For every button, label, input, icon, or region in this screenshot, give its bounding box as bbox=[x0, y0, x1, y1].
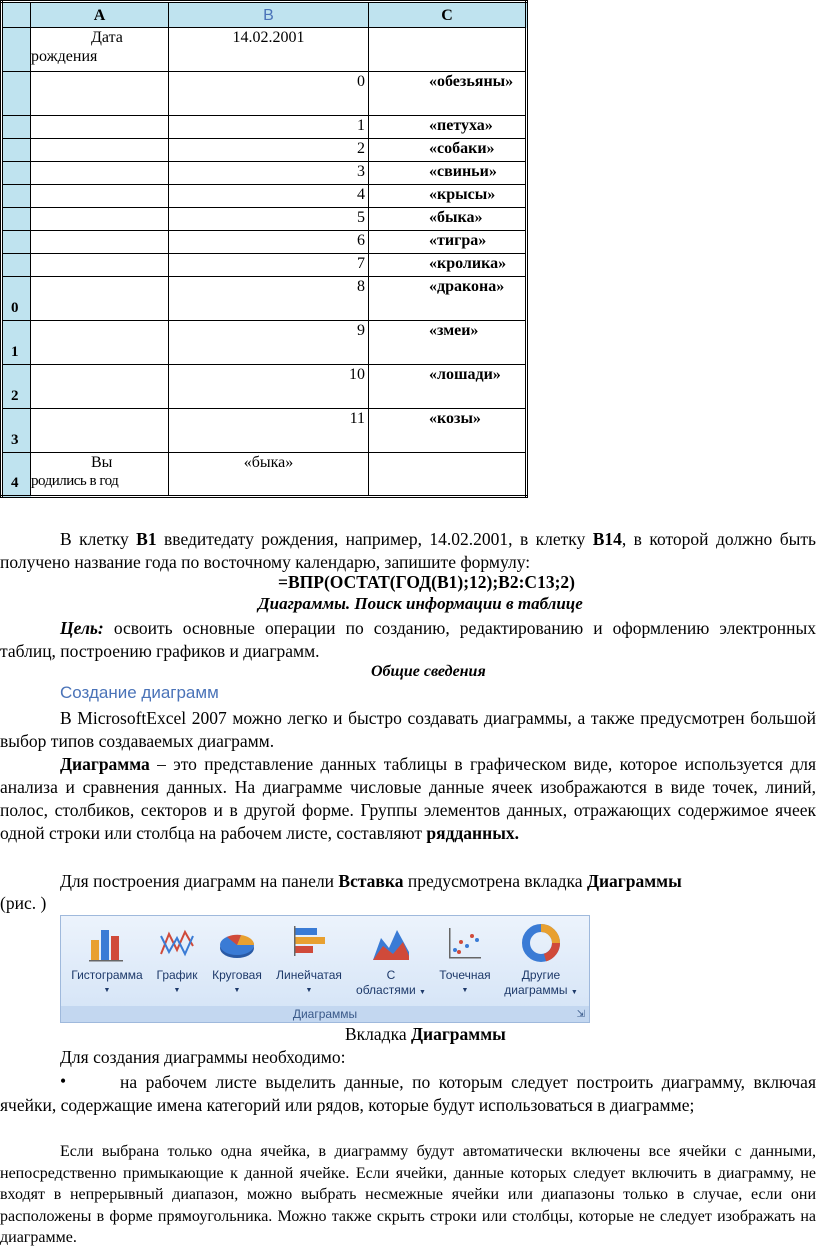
table-row bbox=[2, 277, 527, 321]
cell-c[interactable]: «змеи» bbox=[369, 321, 527, 365]
row-number[interactable] bbox=[2, 28, 31, 72]
section-title: Диаграммы. Поиск информации в таблице bbox=[258, 594, 583, 613]
cell-c[interactable] bbox=[369, 28, 527, 72]
table-row bbox=[2, 409, 527, 453]
table-row bbox=[2, 185, 527, 208]
term-insert: Вставка bbox=[338, 871, 404, 891]
cell-a[interactable] bbox=[31, 116, 169, 139]
figure-caption bbox=[345, 1024, 506, 1045]
table-row bbox=[2, 162, 527, 185]
cell-a[interactable] bbox=[31, 162, 169, 185]
cell-c[interactable]: «крысы» bbox=[369, 185, 527, 208]
scatter-chart-label: Точечная bbox=[439, 968, 491, 982]
cell-ref-b14: B14 bbox=[592, 529, 622, 549]
text-run: Диаграммы bbox=[410, 1024, 506, 1044]
cell-c[interactable]: «лошади» bbox=[369, 365, 527, 409]
cell-text: Дата bbox=[91, 29, 123, 46]
pie-chart-label: Круговая bbox=[212, 968, 262, 982]
dropdown-arrow-icon: ▼ bbox=[570, 989, 578, 996]
table-row bbox=[2, 453, 527, 497]
line-chart-icon bbox=[151, 924, 203, 962]
row-number[interactable] bbox=[2, 231, 31, 254]
dropdown-arrow-icon: ▼ bbox=[461, 987, 469, 994]
cell-a[interactable] bbox=[31, 409, 169, 453]
heading-create-charts: Создание диаграмм bbox=[60, 683, 219, 702]
bar-chart-button[interactable] bbox=[269, 924, 349, 998]
row-number[interactable]: 0 bbox=[2, 277, 31, 321]
ribbon-group-label: Диаграммы bbox=[61, 1006, 589, 1022]
other-charts-icon bbox=[497, 924, 585, 962]
dropdown-arrow-icon: ▼ bbox=[103, 987, 111, 994]
text-run: Для построения диаграмм на панели bbox=[60, 871, 339, 891]
row-number[interactable]: 2 bbox=[2, 365, 31, 409]
paragraph-ribbon bbox=[0, 870, 816, 893]
term-data-series: рядданных. bbox=[426, 823, 519, 843]
dropdown-arrow-icon: ▼ bbox=[305, 987, 313, 994]
goal-label: Цель: bbox=[60, 618, 104, 638]
text-run: предусмотрена вкладка bbox=[403, 871, 587, 891]
cell-a[interactable] bbox=[31, 365, 169, 409]
scatter-chart-button[interactable] bbox=[431, 924, 499, 998]
cell-ref-b1: B1 bbox=[136, 529, 157, 549]
cell-text: Вы bbox=[91, 454, 113, 471]
cell-b[interactable]: 6 bbox=[169, 231, 369, 254]
text-run: введитедату рождения, например, 14.02.2001, в клетку bbox=[156, 529, 593, 549]
row-number[interactable] bbox=[2, 254, 31, 277]
text-run: освоить основные операции по созданию, редактированию и оформлению электронных таблиц, построению графиков и диаграмм. bbox=[0, 618, 816, 661]
cell-a[interactable] bbox=[31, 28, 169, 72]
cell-b[interactable]: 5 bbox=[169, 208, 369, 231]
cell-a[interactable] bbox=[31, 254, 169, 277]
area-chart-label: С bbox=[386, 968, 396, 982]
cell-c[interactable]: «свиньи» bbox=[369, 162, 527, 185]
table-row bbox=[2, 208, 527, 231]
charts-ribbon bbox=[60, 915, 590, 1023]
bar-chart-icon bbox=[269, 924, 349, 962]
table-row bbox=[2, 72, 527, 116]
dialog-launcher-icon[interactable]: ⇲ bbox=[576, 1009, 585, 1020]
row-number[interactable]: 4 bbox=[2, 453, 31, 497]
paragraph-definition bbox=[0, 753, 816, 845]
cell-b[interactable]: 3 bbox=[169, 162, 369, 185]
cell-a[interactable] bbox=[31, 208, 169, 231]
cell-b[interactable]: 8 bbox=[169, 277, 369, 321]
table-row bbox=[2, 116, 527, 139]
table-row bbox=[2, 231, 527, 254]
dropdown-arrow-icon: ▼ bbox=[233, 987, 241, 994]
text-run: Вкладка bbox=[345, 1024, 411, 1044]
bullet-icon: • bbox=[60, 1071, 67, 1091]
histogram-icon bbox=[65, 924, 149, 962]
text-run: , в которой должно быть получено название года по восточному календарю, запишите формулу: bbox=[0, 529, 816, 572]
cell-b[interactable]: 9 bbox=[169, 321, 369, 365]
table-row bbox=[2, 28, 527, 72]
table-row bbox=[2, 254, 527, 277]
cell-b[interactable]: 7 bbox=[169, 254, 369, 277]
cell-b[interactable]: 0 bbox=[169, 72, 369, 116]
pie-chart-button[interactable] bbox=[205, 924, 269, 998]
scatter-chart-icon bbox=[431, 924, 499, 962]
cell-text: родились в год bbox=[31, 473, 119, 489]
other-charts-label-line2 bbox=[497, 983, 585, 1000]
bullet-item: на рабочем листе выделить данные, по которым следует построить диаграмму, включая ячейки, содержащие имена категорий или рядов, которые будут использоваться в диаграмме; bbox=[0, 1072, 816, 1115]
term-charts: Диаграммы bbox=[586, 871, 682, 891]
row-number[interactable] bbox=[2, 116, 31, 139]
cell-a[interactable] bbox=[31, 321, 169, 365]
cell-c[interactable]: «козы» bbox=[369, 409, 527, 453]
term-chart: Диаграмма bbox=[60, 754, 150, 774]
cell-text: рождения bbox=[31, 48, 98, 65]
area-chart-icon bbox=[349, 924, 433, 962]
column-header-c[interactable]: C bbox=[369, 2, 527, 28]
subsection-title: Общие сведения bbox=[371, 663, 486, 680]
cell-c[interactable]: «собаки» bbox=[369, 139, 527, 162]
row-number[interactable] bbox=[2, 208, 31, 231]
row-number[interactable]: 3 bbox=[2, 409, 31, 453]
cell-c[interactable]: «петуха» bbox=[369, 116, 527, 139]
cell-b[interactable]: 4 bbox=[169, 185, 369, 208]
paragraph-steps-intro: Для создания диаграммы необходимо: bbox=[60, 1047, 346, 1067]
column-header-b[interactable]: B bbox=[169, 2, 369, 28]
row-number[interactable] bbox=[2, 162, 31, 185]
other-charts-label: Другие bbox=[521, 968, 561, 982]
cell-b[interactable]: «быка» bbox=[169, 453, 369, 497]
area-chart-label: областями bbox=[356, 983, 416, 997]
cell-b[interactable]: 2 bbox=[169, 139, 369, 162]
row-number[interactable]: 1 bbox=[2, 321, 31, 365]
dropdown-arrow-icon: ▼ bbox=[419, 989, 426, 996]
spreadsheet-table bbox=[0, 0, 528, 498]
cell-a[interactable] bbox=[31, 72, 169, 116]
row-number[interactable] bbox=[2, 185, 31, 208]
cell-a[interactable] bbox=[31, 231, 169, 254]
cell-b[interactable]: 14.02.2001 bbox=[169, 28, 369, 72]
histogram-button[interactable] bbox=[65, 924, 149, 998]
row-number[interactable] bbox=[2, 72, 31, 116]
corner-cell[interactable] bbox=[2, 2, 31, 28]
formula: =ВПР(ОСТАТ(ГОД(B1);12);B2:C13;2) bbox=[278, 572, 575, 592]
area-chart-label-line2 bbox=[349, 983, 433, 1000]
column-header-a[interactable]: A bbox=[31, 2, 169, 28]
paragraph-note: Если выбрана только одна ячейка, в диаграмму будут автоматически включены все ячейки с данными, непосредственно примыкающие к данной ячейке. Если ячейки, данные которых следует включить в диаграмму, не входят в непрерывный диапазон, можно выбрать несмежные ячейки или диапазоны только в случае, если они расположены в форме прямоугольника. Можно также скрыть строки или столбцы, которые не следует изображать на диаграмме. bbox=[0, 1143, 816, 1246]
cell-a[interactable] bbox=[31, 185, 169, 208]
histogram-label: Гистограмма bbox=[71, 968, 143, 982]
paragraph-intro: В MicrosoftExcel 2007 можно легко и быстро создавать диаграммы, а также предусмотрен большой выбор типов создаваемых диаграмм. bbox=[0, 708, 816, 751]
table-row bbox=[2, 365, 527, 409]
cell-c[interactable]: «тигра» bbox=[369, 231, 527, 254]
table-row bbox=[2, 139, 527, 162]
paragraph-goal bbox=[0, 617, 816, 663]
row-number[interactable] bbox=[2, 139, 31, 162]
cell-c[interactable]: «быка» bbox=[369, 208, 527, 231]
pie-chart-icon bbox=[205, 924, 269, 962]
text-run: В клетку bbox=[60, 529, 137, 549]
column-header-row bbox=[2, 2, 527, 28]
cell-c[interactable] bbox=[369, 453, 527, 497]
cell-a[interactable] bbox=[31, 453, 169, 497]
cell-text: «обезьяны» bbox=[429, 73, 514, 90]
paragraph-instruction bbox=[0, 528, 816, 574]
cell-b[interactable]: 10 bbox=[169, 365, 369, 409]
table-row bbox=[2, 321, 527, 365]
cell-c[interactable] bbox=[369, 72, 527, 116]
cell-a[interactable] bbox=[31, 277, 169, 321]
other-charts-button[interactable] bbox=[497, 924, 585, 1000]
cell-b[interactable]: 11 bbox=[169, 409, 369, 453]
cell-c[interactable]: «кролика» bbox=[369, 254, 527, 277]
line-chart-label: График bbox=[156, 968, 198, 982]
cell-c[interactable]: «дракона» bbox=[369, 277, 527, 321]
text-run: – это представление данных таблицы в графическом виде, которое используется для анализа и сравнения данных. На диаграмме числовые данные ячеек изображаются в виде точек, линий, полос, столбиков, секторов и в другой форме. Группы элементов данных, отражающих содержимое ячеек одной строки или столбца на рабочем листе, составляют bbox=[0, 754, 816, 843]
dropdown-arrow-icon: ▼ bbox=[173, 987, 181, 994]
line-chart-button[interactable] bbox=[151, 924, 203, 998]
figure-ref: (рис. ) bbox=[0, 893, 47, 913]
bar-chart-label: Линейчатая bbox=[276, 968, 342, 982]
area-chart-button[interactable] bbox=[349, 924, 433, 1000]
cell-b[interactable]: 1 bbox=[169, 116, 369, 139]
cell-a[interactable] bbox=[31, 139, 169, 162]
other-charts-label: диаграммы bbox=[504, 983, 568, 997]
